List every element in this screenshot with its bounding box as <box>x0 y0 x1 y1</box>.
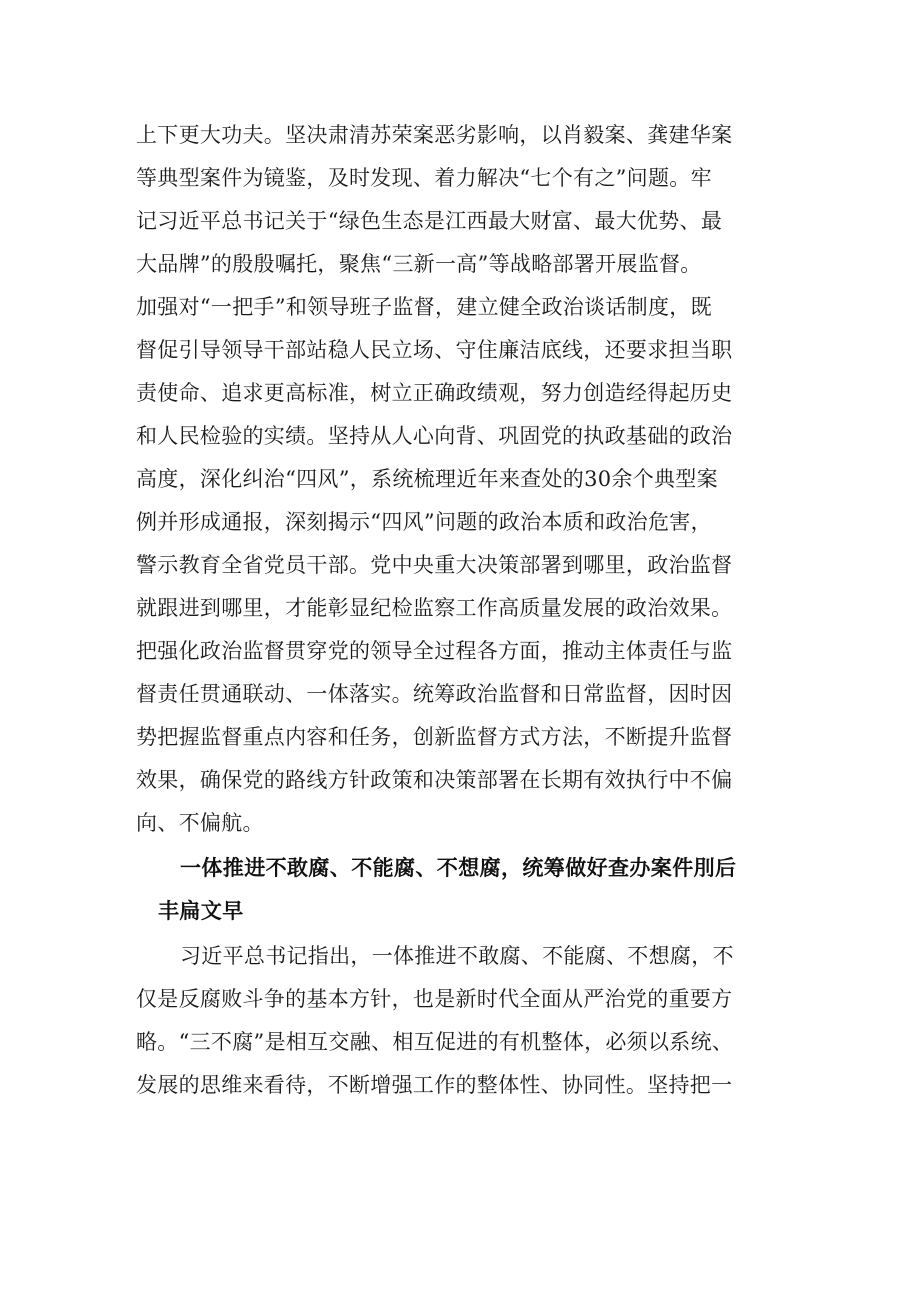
body-text-line: 习近平总书记指出，一体推进不敢腐、不能腐、不想腐，不 <box>180 944 734 968</box>
body-text-line: 仅是反腐败斗争的基本方针，也是新时代全面从严治党的重要方 <box>136 987 733 1011</box>
section-heading-line: 一体推进不敢腐、不能腐、不想腐，统筹做好查办案件刖后 <box>180 856 737 880</box>
body-text-line: 高度，深化纠治“四风”，系统梳理近年来查处的30余个典型案 <box>136 467 718 491</box>
body-text-line: 略。“三不腐”是相互交融、相互促进的有机整体，必须以系统、 <box>136 1030 734 1054</box>
body-text-line: 效果，确保党的路线方针政策和决策部署在长期有效执行中不偏 <box>136 768 733 792</box>
body-text-line: 例并形成通报，深刻揭示“四风”问题的政治本质和政治危害， <box>136 510 712 534</box>
body-text-line: 等典型案件为镜鉴，及时发现、着力解决“七个有之”问题。牢 <box>136 166 712 190</box>
body-text-line: 督责任贯通联动、一体落实。统筹政治监督和日常监督，因时因 <box>136 682 733 706</box>
body-text-line: 就跟进到哪里，才能彰显纪检监察工作高质量发展的政治效果。 <box>136 596 733 620</box>
body-text-line: 发展的思维来看待，不断增强工作的整体性、协同性。坚持把一 <box>136 1073 733 1097</box>
section-heading-line: 丰扁文早 <box>158 899 244 923</box>
body-text-line: 上下更大功夫。坚决肃清苏荣案恶劣影响，以肖毅案、龚建华案 <box>136 123 733 147</box>
body-text-line: 向、不偏航。 <box>136 811 264 835</box>
body-text-line: 加强对“一把手”和领导班子监督，建立健全政治谈话制度，既 <box>136 295 712 319</box>
body-text-line: 督促引导领导干部站稳人民立场、守住廉洁底线，还要求担当职 <box>136 338 733 362</box>
body-text-line: 和人民检验的实绩。坚持从人心向背、巩固党的执政基础的政治 <box>136 424 733 448</box>
body-text-line: 记习近平总书记关于“绿色生态是江西最大财富、最大优势、最 <box>136 209 723 233</box>
body-text-line: 大品牌”的殷殷嘱托，聚焦“三新一高”等战略部署开展监督。 <box>136 252 702 276</box>
body-text-line: 势把握监督重点内容和任务，创新监督方式方法，不断提升监督 <box>136 725 733 749</box>
body-text-line: 责使命、追求更高标准，树立正确政绩观，努力创造经得起历史 <box>136 381 733 405</box>
body-text-line: 把强化政治监督贯穿党的领导全过程各方面，推动主体责任与监 <box>136 639 733 663</box>
body-text-line: 警示教育全省党员干部。党中央重大决策部署到哪里，政治监督 <box>136 553 733 577</box>
